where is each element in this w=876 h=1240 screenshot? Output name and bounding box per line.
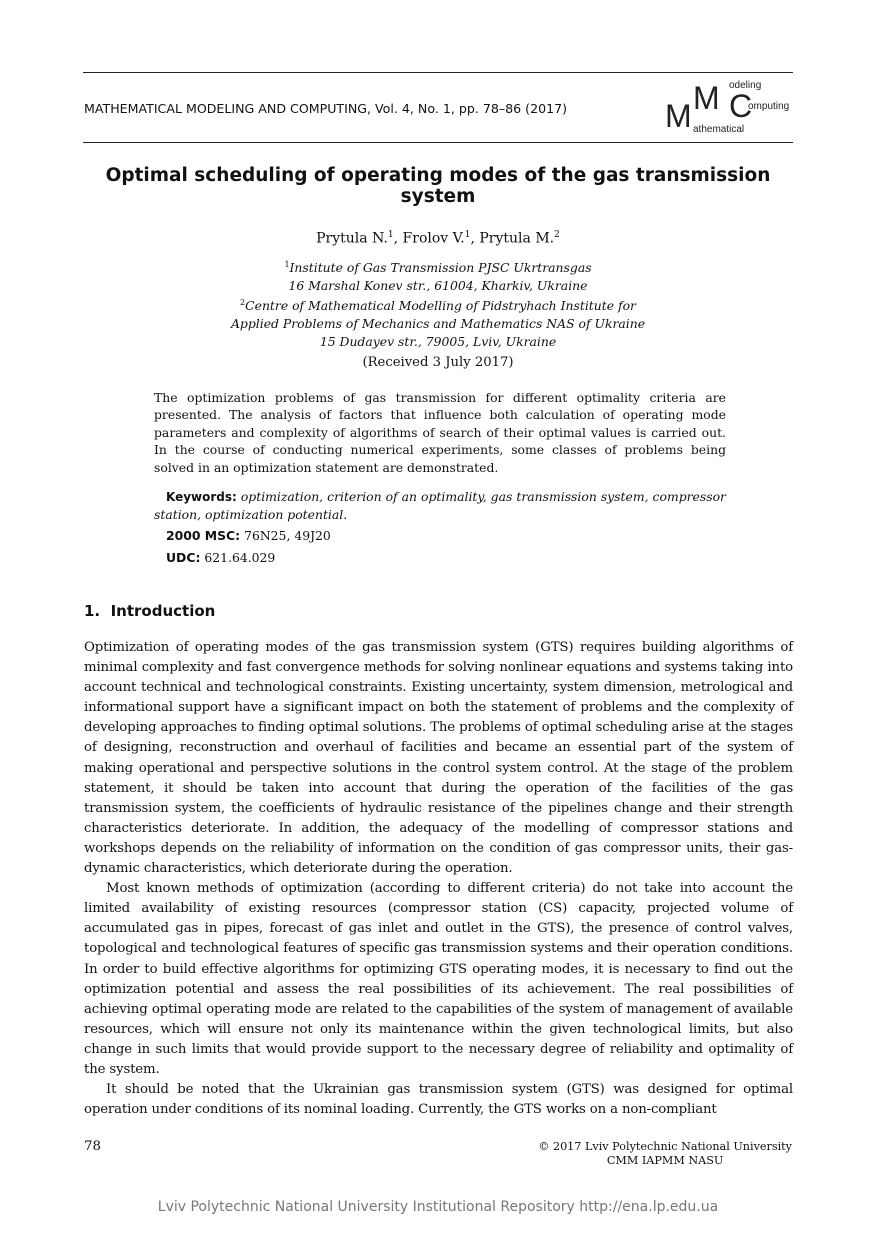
received-date: (Received 3 July 2017) bbox=[362, 355, 514, 370]
affiliation-1-address: 16 Marshal Konev str., 61004, Kharkiv, Ukraine bbox=[288, 277, 588, 293]
author-separator: , bbox=[393, 230, 403, 247]
udc-label: UDC: bbox=[166, 550, 201, 565]
paragraph-3: It should be noted that the Ukrainian gas transmission system (GTS) was designed for optimal operation under conditions of its nominal loading. Currently, the GTS works on a non-compliant bbox=[84, 1082, 793, 1118]
copyright-line-1: © 2017 Lviv Polytechnic National University bbox=[538, 1140, 792, 1153]
affiliations bbox=[0, 256, 876, 350]
msc-label: 2000 MSC: bbox=[166, 528, 241, 543]
logo-letter-c: C bbox=[729, 88, 753, 124]
paper-title: Optimal scheduling of operating modes of the gas transmission system bbox=[105, 165, 771, 207]
logo-letter-m-center: M bbox=[693, 80, 720, 116]
author-3: Prytula M. bbox=[479, 230, 555, 247]
journal-name: MATHEMATICAL MODELING AND COMPUTING, bbox=[84, 101, 372, 116]
journal-logo bbox=[663, 78, 795, 140]
udc-line bbox=[166, 550, 275, 565]
author-2: Frolov V. bbox=[402, 230, 465, 247]
abstract: The optimization problems of gas transmission for different optimality criteria are presented. The analysis of factors that influence both calculation of operating mode parameters and complexity of algorithms of search of their optimal values is carried out. In the course of conducting numerical experiments, some classes of problems being solved in an optimization statement are demonstrated. bbox=[154, 390, 726, 475]
logo-word-omputing: omputing bbox=[748, 101, 790, 112]
affiliation-1-text: Institute of Gas Transmission PJSC Ukrtransgas bbox=[289, 260, 592, 276]
journal-issue: Vol. 4, No. 1, pp. 78–86 (2017) bbox=[375, 101, 568, 116]
affiliation-2-text: Centre of Mathematical Modelling of Pidstryhach Institute for bbox=[245, 298, 636, 314]
section-heading-introduction: 1. Introduction bbox=[84, 602, 216, 620]
msc-value: 76N25, 49J20 bbox=[244, 528, 331, 543]
logo-word-odeling: odeling bbox=[729, 80, 762, 91]
author-1-affiliation-mark: 1 bbox=[387, 230, 394, 240]
affiliation-2-name-cont: Applied Problems of Mechanics and Mathematics NAS of Ukraine bbox=[230, 316, 646, 332]
logo-word-athematical: athematical bbox=[693, 124, 745, 135]
header-top-rule bbox=[83, 72, 793, 73]
author-2-affiliation-mark: 1 bbox=[464, 230, 471, 240]
keywords-label: Keywords: bbox=[166, 490, 237, 504]
keywords bbox=[154, 488, 726, 524]
journal-citation bbox=[84, 101, 567, 116]
author-1: Prytula N. bbox=[316, 230, 388, 247]
body-text bbox=[84, 638, 793, 1120]
udc-value: 621.64.029 bbox=[204, 550, 276, 565]
copyright-notice bbox=[538, 1140, 792, 1168]
header-bottom-rule bbox=[83, 142, 793, 143]
paragraph-1: Optimization of operating modes of the gas transmission system (GTS) requires building algorithms of minimal complexity and fast convergence methods for solving nonlinear equations and systems taking into account technical and technological constraints. Existing uncertainty, system dimension, metrological and informational support have a significant impact on both the statement of problems and the complexity of developing approaches to finding optimal solutions. The problems of optimal scheduling arise at the stages of designing, reconstruction and overhaul of facilities and became an essential part of the system of making operational and perspective solutions in the control system control. At the stage of the problem statement, it should be taken into account that during the operation of the facilities of the gas transmission system, the coefficients of hydraulic resistance of the pipelines change and their strength characteristics deteriorate. In addition, the adequacy of the modelling of compressor stations and workshops depends on the reliability of information on the condition of gas compressor units, their gas-dynamic characteristics, which deteriorate during the operation. bbox=[84, 640, 793, 877]
author-3-affiliation-mark: 2 bbox=[554, 230, 560, 240]
affiliation-2-name bbox=[0, 294, 876, 315]
author-list bbox=[0, 230, 876, 247]
affiliation-2-address: 15 Dudayev str., 79005, Lviv, Ukraine bbox=[319, 333, 557, 349]
author-separator: , bbox=[470, 230, 480, 247]
logo-letter-m-left: M bbox=[665, 98, 692, 134]
copyright-line-2: CMM IAPMM NASU bbox=[606, 1154, 724, 1167]
affiliation-1-mark: 1 bbox=[284, 260, 290, 269]
repository-footer: Lviv Polytechnic National University Institutional Repository http://ena.lp.edu.ua bbox=[157, 1199, 719, 1215]
affiliation-1-name bbox=[0, 256, 876, 277]
page-number: 78 bbox=[84, 1139, 102, 1154]
msc-line bbox=[166, 528, 331, 543]
paragraph-2: Most known methods of optimization (according to different criteria) do not take into account the limited availability of existing resources (compressor station (CS) capacity, projected volume of accumulated gas in pipes, forecast of gas inlet and outlet in the GTS), the presence of control valves, topological and technological features of specific gas transmission systems and their operation conditions. In order to build effective algorithms for optimizing GTS operating modes, it is necessary to find out the optimization potential and assess the real possibilities of its achievement. The real possibilities of achieving optimal operating mode are related to the capabilities of the system of management of available resources, which will ensure not only its maintenance within the given technological limits, but also change in such limits that would provide support to the necessary degree of reliability and optimality of the system. bbox=[84, 881, 793, 1077]
affiliation-2-mark: 2 bbox=[240, 298, 246, 308]
keywords-text: optimization, criterion of an optimality, gas transmission system, compressor station, optimization potential. bbox=[154, 489, 726, 522]
